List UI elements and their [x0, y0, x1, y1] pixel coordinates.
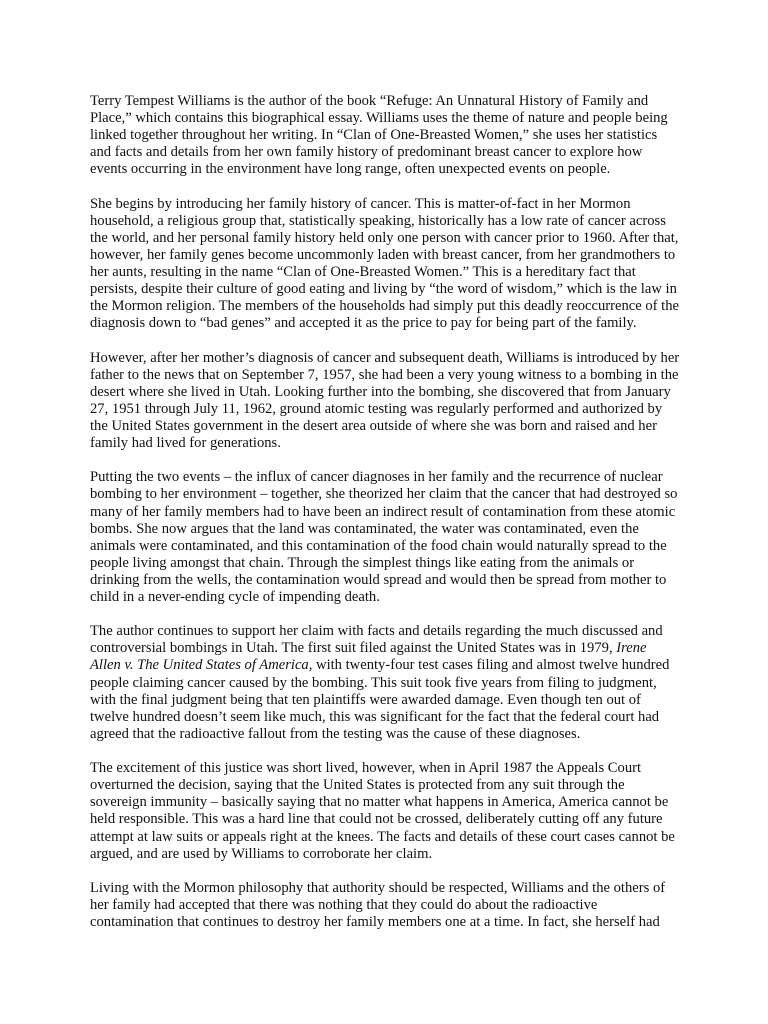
paragraph [90, 196, 680, 333]
paragraph [90, 469, 680, 606]
paragraph-text: The author continues to support her claim with facts and details regarding the much discussed and controversial bombings in Utah. The first suit filed against the United States was in 1979, [90, 623, 663, 657]
paragraph-text: with twenty-four test cases filing and almost twelve hundred people claiming cancer caused by the bombing. This suit took five years from filing to judgment, with the final judgment being that ten plaintiffs were awarded damage. Even though ten out of twelve hundred doesn’t seem like much, this was significant for the fact that the federal court had agreed that the radioactive fallout from the testing was the cause of these diagnoses. [90, 657, 670, 742]
paragraph-text: Terry Tempest Williams is the author of the book “Refuge: An Unnatural History of Family and Place,” which contains this biographical essay. Williams uses the theme of nature and people being linked together throughout her writing. In “Clan of One-Breasted Women,” she uses her statistics and facts and details from her own family history of predominant breast cancer to explore how events occurring in the environment have long range, often unexpected events on people. [90, 93, 668, 178]
paragraph-text: The excitement of this justice was short lived, however, when in April 1987 the Appeals Court overturned the decision, saying that the United States is protected from any suit through the sovereign immunity – basically saying that no matter what happens in America, America cannot be held responsible. This was a hard line that could not be crossed, deliberately cutting off any future attempt at law suits or appeals right at the knees. The facts and details of these court cases cannot be argued, and are used by Williams to corroborate her claim. [90, 760, 675, 862]
paragraph [90, 760, 680, 863]
paragraph [90, 93, 680, 178]
paragraph-text: Living with the Mormon philosophy that authority should be respected, Williams and the others of her family had accepted that there was nothing that they could do about the radioactive contamination that continues to destroy her family members one at a time. In fact, she herself had [90, 879, 666, 931]
paragraph-text: She begins by introducing her family history of cancer. This is matter-of-fact in her Mormon household, a religious group that, statistically speaking, historically has a low rate of cancer across the world, and her personal family history held only one person with cancer prior to 1960. After that, however, her family genes become uncommonly laden with breast cancer, from her grandmothers to her aunts, resulting in the name “Clan of One-Breasted Women.” This is a hereditary fact that persists, despite their culture of good eating and living by “the word of wisdom,” which is the law in the Mormon religion. The members of the households had simply put this deadly reoccurrence of the diagnosis down to “bad genes” and accepted it as the price to pay for being part of the family. [90, 195, 680, 332]
paragraph [90, 880, 680, 931]
document-body [90, 93, 680, 948]
paragraph-text: Putting the two events – the influx of cancer diagnoses in her family and the recurrence of nuclear bombing to her environment – together, she theorized her claim that the cancer that had destroyed so many of her family members had to have been an indirect result of contamination from these atomic bombs. She now argues that the land was contaminated, the water was contaminated, even the animals were contaminated, and this contamination of the food chain would naturally spread to the people living amongst that chain. Through the simplest things like eating from the animals or drinking from the wells, the contamination would spread and would then be spread from mother to child in a never-ending cycle of impending death. [90, 469, 678, 605]
paragraph-text: However, after her mother’s diagnosis of cancer and subsequent death, Williams is introduced by her father to the news that on September 7, 1957, she had been a very young witness to a bombing in the desert where she lived in Utah. Looking further into the bombing, she discovered that from January 27, 1951 through July 11, 1962, ground atomic testing was regularly performed and authorized by the United States government in the desert area outside of where she was born and raised and her family had lived for generations. [90, 349, 680, 452]
paragraph [90, 350, 680, 453]
paragraph [90, 623, 680, 743]
case-title: Irene Allen v. The United States of America, [90, 640, 647, 674]
